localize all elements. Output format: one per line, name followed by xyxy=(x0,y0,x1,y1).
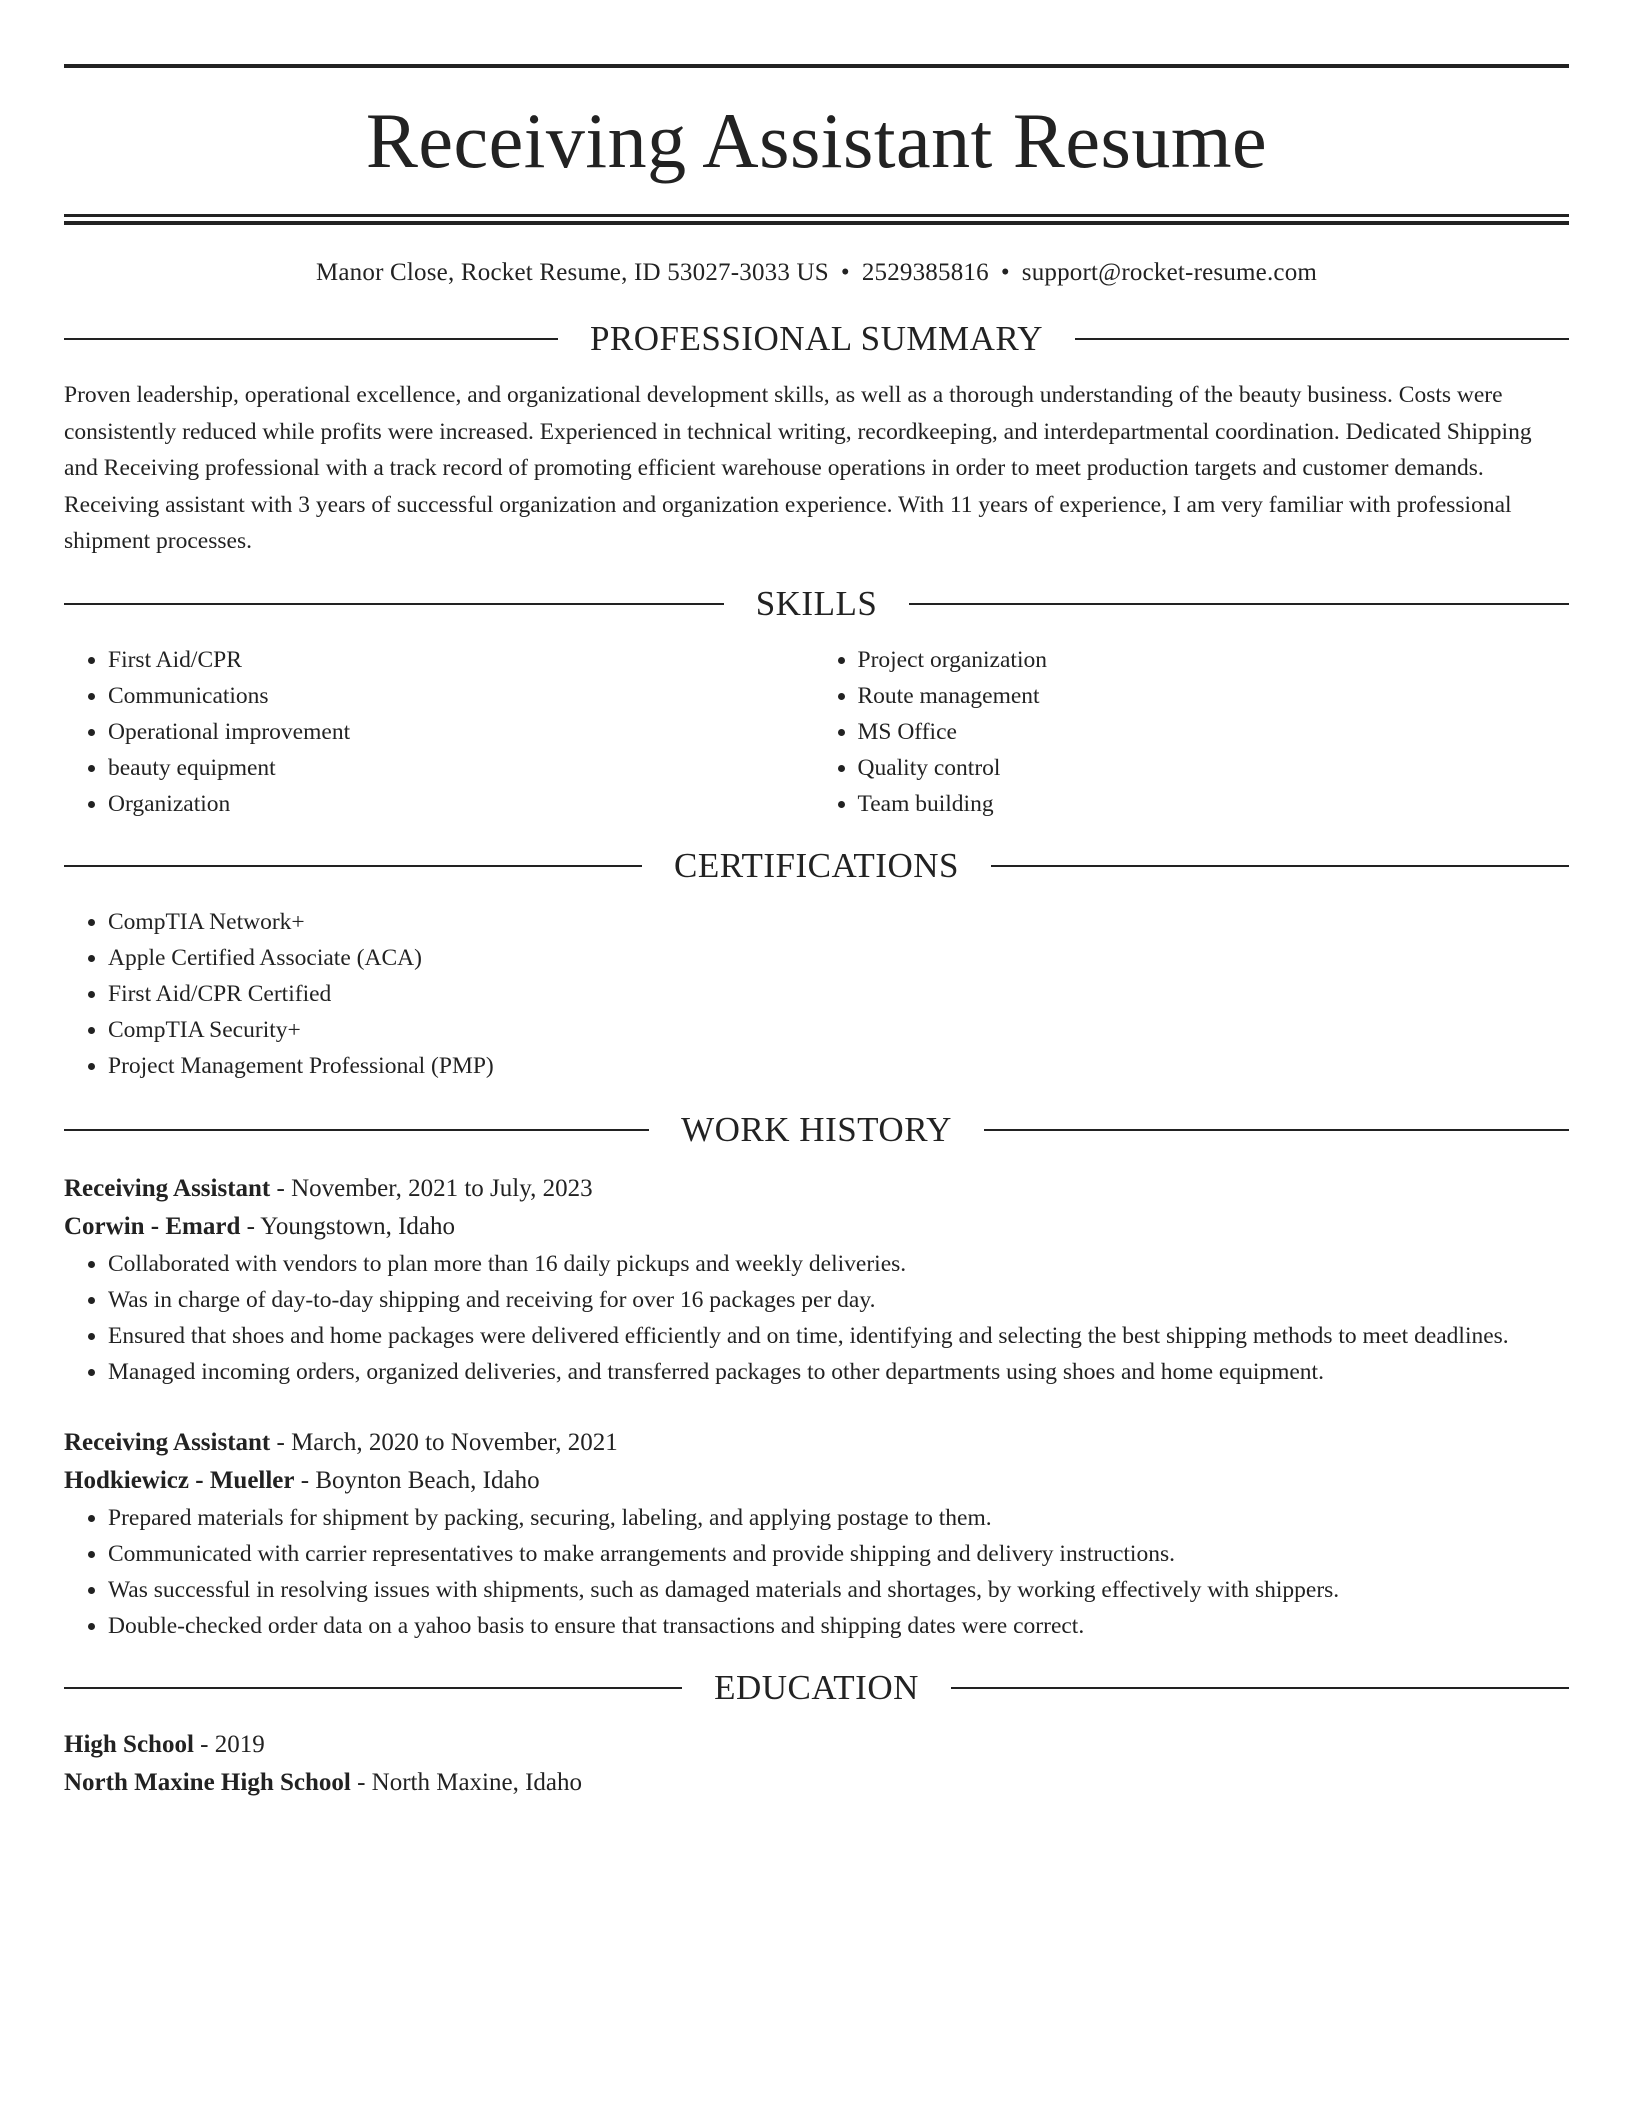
certification-item: • Project Management Professional (PMP) xyxy=(108,1048,1569,1084)
section-title: SKILLS xyxy=(755,583,878,623)
job-duty: • Collaborated with vendors to plan more than 16 daily pickups and weekly deliveries. xyxy=(108,1246,1569,1282)
job-entry xyxy=(64,1424,1569,1644)
job-company: Corwin - Emard xyxy=(64,1212,241,1240)
education-degree: High School xyxy=(64,1730,194,1758)
education-degree-line xyxy=(64,1726,1569,1764)
heading-rule xyxy=(64,603,724,605)
certification-item: • CompTIA Security+ xyxy=(108,1012,1569,1048)
job-title-line xyxy=(64,1424,1569,1462)
skill-item: • First Aid/CPR xyxy=(108,642,817,678)
skills-column-left xyxy=(64,642,817,822)
job-duty: • Communicated with carrier representatives to make arrangements and provide shipping and delivery instructions. xyxy=(108,1536,1569,1572)
heading-rule xyxy=(951,1687,1569,1689)
education-location: - North Maxine, Idaho xyxy=(350,1768,583,1796)
skill-item: • Route management xyxy=(858,678,1570,714)
job-company: Hodkiewicz - Mueller xyxy=(64,1466,295,1494)
certifications-list xyxy=(64,904,1569,1084)
section-heading-work-history xyxy=(64,1108,1569,1152)
contact-email: support@rocket-resume.com xyxy=(1021,259,1318,286)
heading-rule xyxy=(64,865,642,867)
contact-address: Manor Close, Rocket Resume, ID 53027-3033 US xyxy=(315,259,829,286)
job-duty: • Was in charge of day-to-day shipping and receiving for over 16 packages per day. xyxy=(108,1282,1569,1318)
skill-item: • Project organization xyxy=(858,642,1570,678)
section-title: EDUCATION xyxy=(714,1667,919,1707)
skill-item: • Communications xyxy=(108,678,817,714)
contact-separator: • xyxy=(840,259,850,286)
skill-item: • Organization xyxy=(108,786,817,822)
job-title-line xyxy=(64,1170,1569,1208)
header-top-rule xyxy=(64,64,1569,68)
skill-item: • MS Office xyxy=(858,714,1570,750)
skills-list xyxy=(64,642,1569,822)
certification-item: • First Aid/CPR Certified xyxy=(108,976,1569,1012)
job-duties-list xyxy=(64,1500,1569,1644)
job-dates: - March, 2020 to November, 2021 xyxy=(270,1428,618,1456)
skill-item: • Team building xyxy=(858,786,1570,822)
certification-item: • Apple Certified Associate (ACA) xyxy=(108,940,1569,976)
resume-title: Receiving Assistant Resume xyxy=(365,97,1268,184)
heading-rule xyxy=(984,1129,1569,1131)
summary-text: Proven leadership, operational excellence, and organizational development skills, as well as a thorough understanding of the beauty business. Costs were consistently reduced while profits were increased. Experienced in technical writing, recordkeeping, and interdepartmental coordination. Dedicated Shipping and Receiving professional with a track record of promoting efficient warehouse operations in order to meet production targets and customer demands. Receiving assistant with 3 years of successful organization and organization experience. With 11 years of experience, I am very familiar with professional shipment processes. xyxy=(64,382,1532,554)
heading-rule xyxy=(64,1129,649,1131)
resume-page xyxy=(64,64,1569,1802)
section-title: PROFESSIONAL SUMMARY xyxy=(589,319,1044,358)
education-school: North Maxine High School xyxy=(64,1768,351,1796)
job-company-line xyxy=(64,1208,1569,1246)
job-location: - Youngstown, Idaho xyxy=(240,1212,455,1240)
section-title: WORK HISTORY xyxy=(681,1109,952,1149)
section-heading-education xyxy=(64,1666,1569,1710)
job-duties-list xyxy=(64,1246,1569,1390)
job-location: - Boynton Beach, Idaho xyxy=(294,1466,540,1494)
section-title: CERTIFICATIONS xyxy=(674,845,959,885)
heading-rule xyxy=(64,338,558,340)
job-company-line xyxy=(64,1462,1569,1500)
skill-item: • beauty equipment xyxy=(108,750,817,786)
heading-rule xyxy=(909,603,1569,605)
education-year: - 2019 xyxy=(193,1730,265,1758)
skill-item: • Operational improvement xyxy=(108,714,817,750)
job-title: Receiving Assistant xyxy=(64,1174,271,1202)
section-heading-summary xyxy=(64,317,1569,361)
contact-line xyxy=(64,259,1569,287)
job-duty: • Double-checked order data on a yahoo basis to ensure that transactions and shipping dates were correct. xyxy=(108,1608,1569,1644)
job-duty: • Was successful in resolving issues with shipments, such as damaged materials and shortages, by working effectively with shippers. xyxy=(108,1572,1569,1608)
education-school-line xyxy=(64,1764,1569,1802)
skills-column-right xyxy=(817,642,1570,822)
job-duty: • Managed incoming orders, organized deliveries, and transferred packages to other departments using shoes and home equipment. xyxy=(108,1354,1569,1390)
job-duty: • Ensured that shoes and home packages were delivered efficiently and on time, identifying and selecting the best shipping methods to meet deadlines. xyxy=(108,1318,1569,1354)
heading-rule xyxy=(1075,338,1569,340)
skill-item: • Quality control xyxy=(858,750,1570,786)
heading-rule xyxy=(991,865,1569,867)
certification-item: • CompTIA Network+ xyxy=(108,904,1569,940)
education-entry xyxy=(64,1726,1569,1802)
contact-separator: • xyxy=(1000,259,1010,286)
section-heading-certifications xyxy=(64,844,1569,888)
contact-phone: 2529385816 xyxy=(861,259,989,286)
header-double-rule xyxy=(64,214,1569,225)
job-title: Receiving Assistant xyxy=(64,1428,271,1456)
section-heading-skills xyxy=(64,582,1569,626)
job-entry xyxy=(64,1170,1569,1390)
job-duty: • Prepared materials for shipment by packing, securing, labeling, and applying postage to them. xyxy=(108,1500,1569,1536)
job-dates: - November, 2021 to July, 2023 xyxy=(270,1174,593,1202)
heading-rule xyxy=(64,1687,682,1689)
